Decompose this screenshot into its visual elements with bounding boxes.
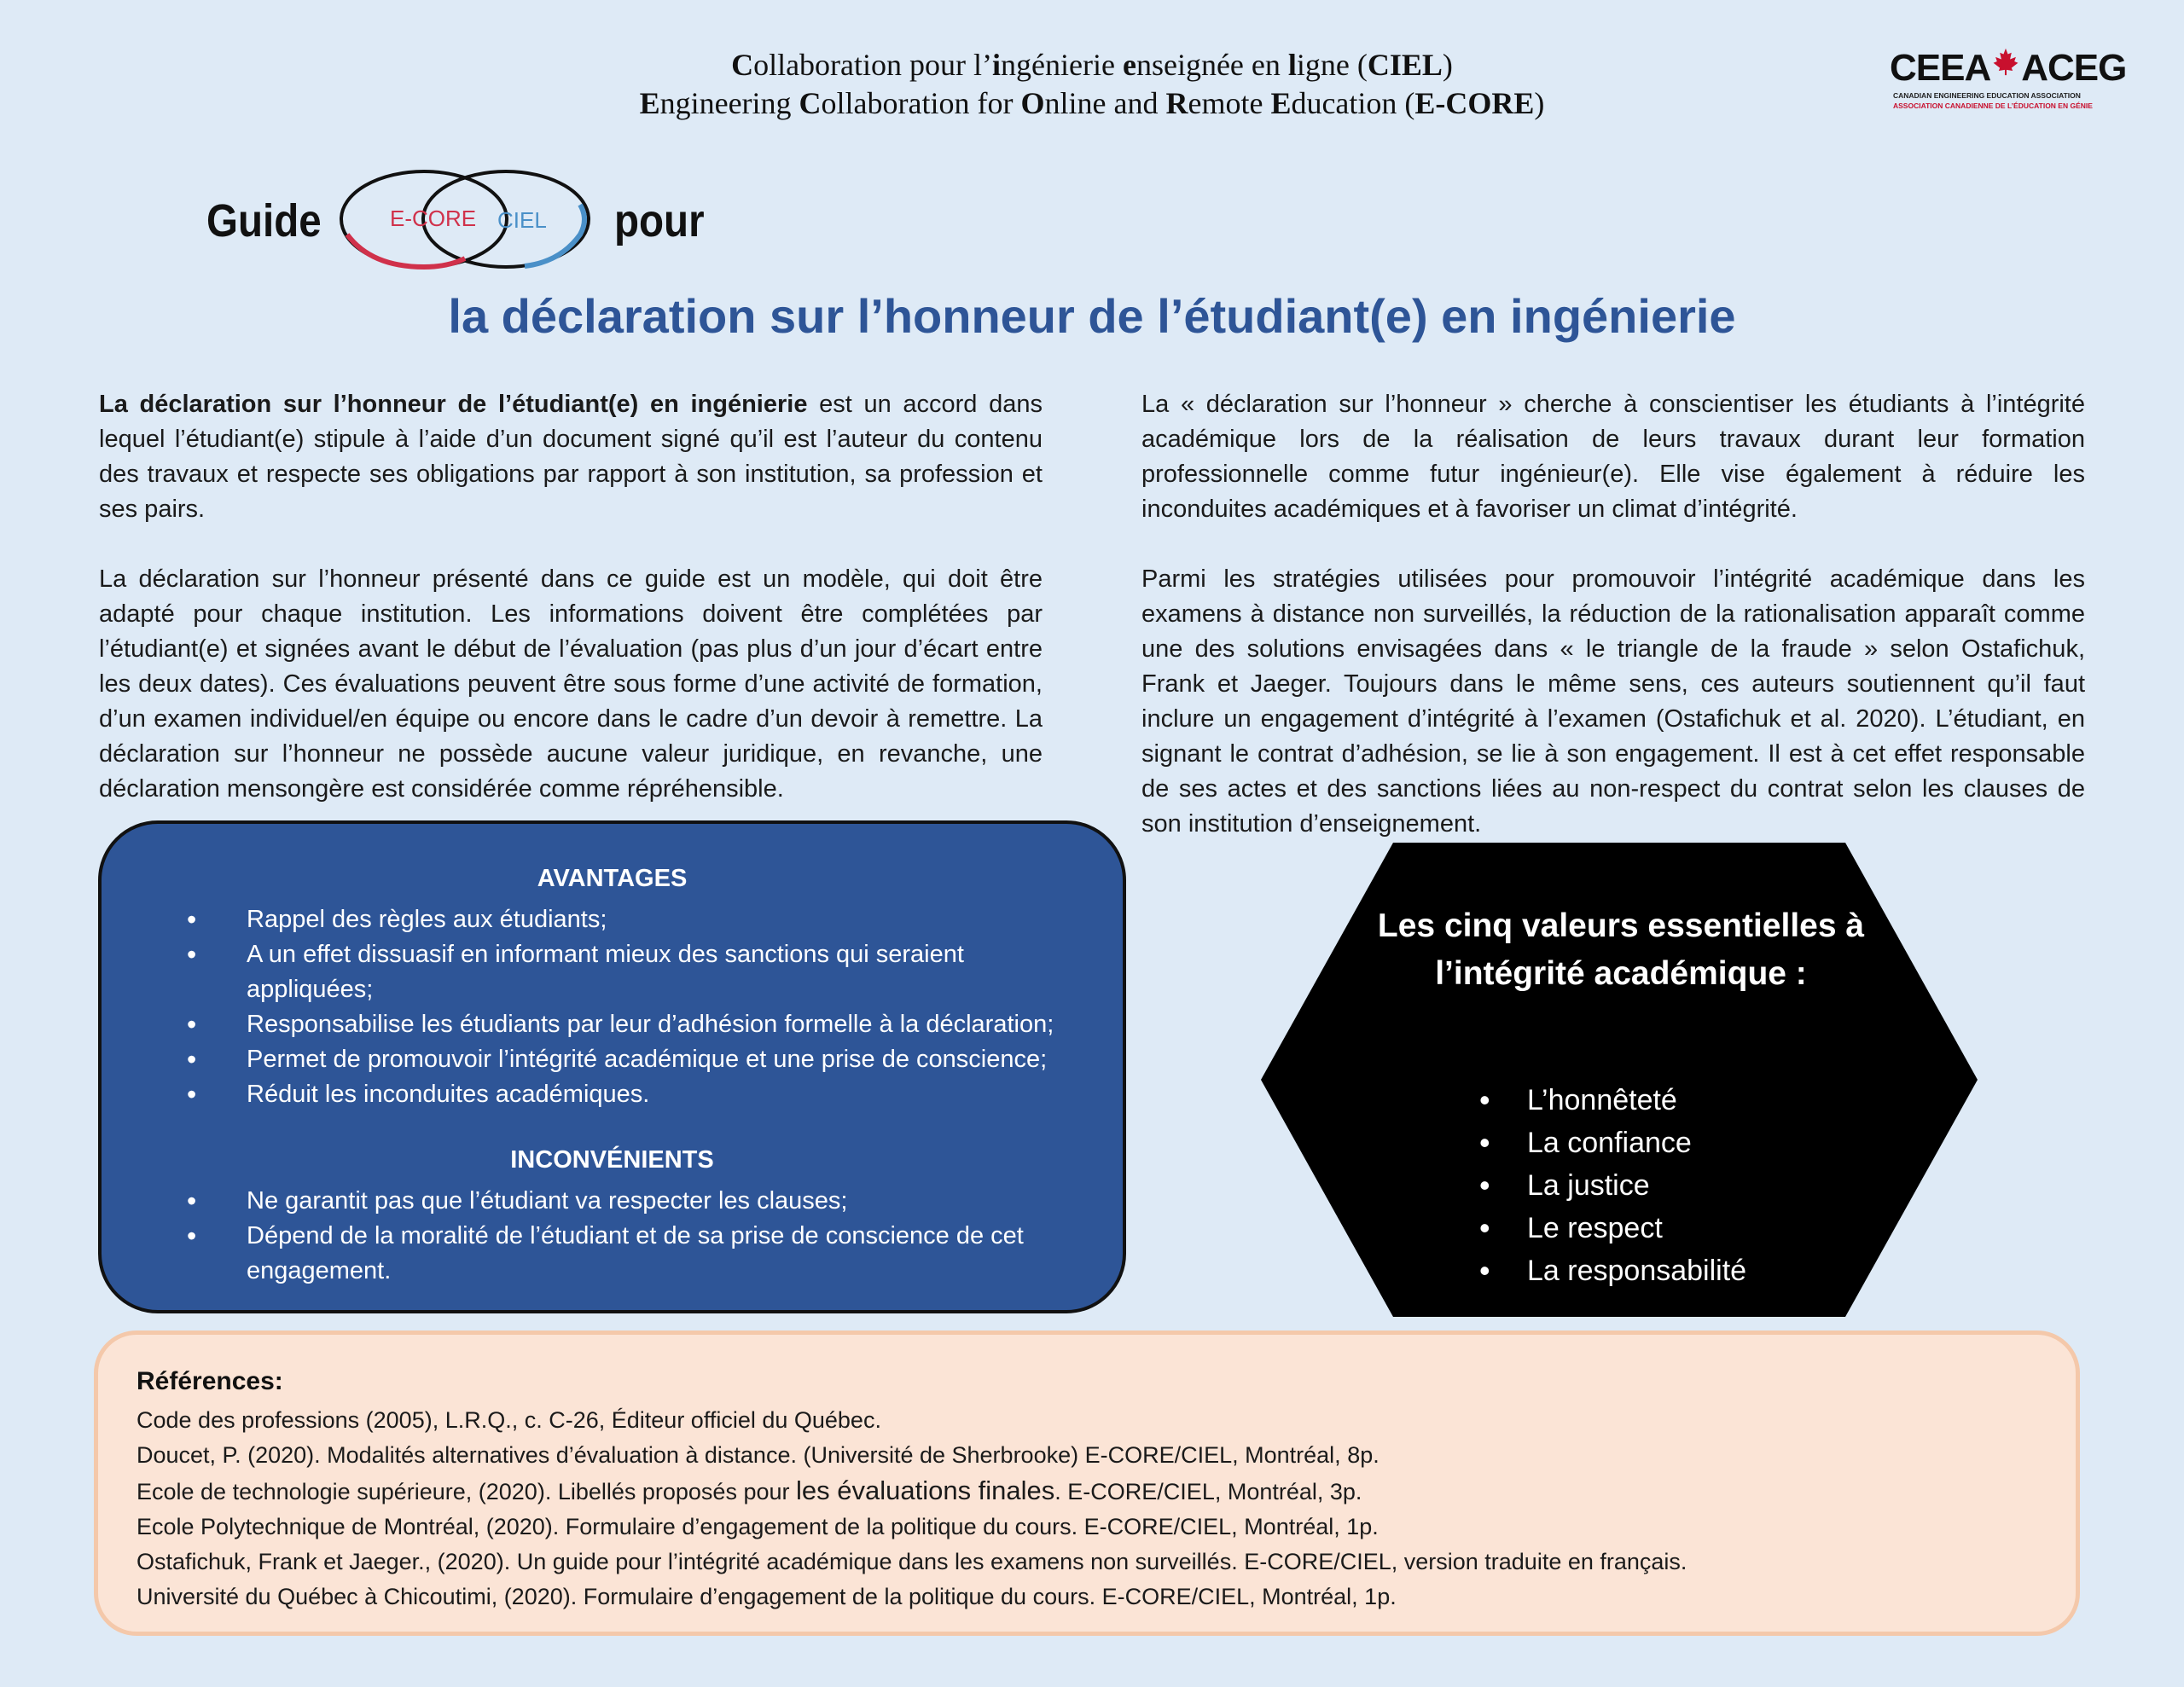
value-item: • La justice	[1476, 1164, 1746, 1207]
disadvantage-item: • Ne garantit pas que l’étudiant va respecter les clauses;	[187, 1184, 1074, 1219]
right-paragraph-1: La « déclaration sur l’honneur » cherche à conscientiser les étudiants à l’intégrité académique lors de la réalisation de leurs travaux durant leur formation professionnelle comme futur ingénieur(e). Elle vise également à réduire les inconduites académiques et à favoriser un climat d’intégrité.	[1141, 391, 2085, 523]
left-paragraph-1: La déclaration sur l’honneur de l’étudiant(e) en ingénierie est un accord dans lequel l’étudiant(e) stipule à l’aide d’un document signé qu’il est l’auteur du contenu des travaux et respecte ses obligations par rapport à son institution, sa profession et ses pairs.	[99, 391, 1043, 523]
ecore-ciel-rings-logo	[337, 166, 593, 273]
value-item: • L’honnêteté	[1476, 1079, 1746, 1122]
reference-item: Code des professions (2005), L.R.Q., c. C-26, Éditeur officiel du Québec.	[136, 1407, 881, 1433]
reference-item: Ostafichuk, Frank et Jaeger., (2020). Un guide pour l’intégrité académique dans les examens non surveillés. E-CORE/CIEL, version traduite en français.	[136, 1549, 1687, 1574]
advantage-item: • Réduit les inconduites académiques.	[187, 1077, 1074, 1112]
page-title: la déclaration sur l’honneur de l’étudiant(e) en ingénierie	[448, 289, 1736, 343]
values-title: Les cinq valeurs essentielles à l’intégrité académique :	[1377, 907, 1865, 992]
advantage-item: • Permet de promouvoir l’intégrité académique et une prise de conscience;	[187, 1042, 1074, 1077]
reference-item: Ecole de technologie supérieure, (2020). Libellés proposés pour les évaluations finales. E-CORE/CIEL, Montréal, 3p.	[136, 1475, 1362, 1505]
value-item: • Le respect	[1476, 1207, 1746, 1249]
references-heading: Références:	[136, 1367, 283, 1395]
ceea-aceg-logo: CEEA ACEG CANADIAN ENGINEERING EDUCATION ASSOCIATION ASSOCIATION CANADIENNE DE L’ÉDUCATION EN GÉNIE	[1890, 47, 2127, 110]
values-list	[1476, 1079, 1746, 1292]
header-line-english: Engineering Collaboration for Online and Remote Education (E-CORE)	[639, 86, 1545, 120]
value-item: • La responsabilité	[1476, 1249, 1746, 1292]
disadvantage-item: • Dépend de la moralité de l’étudiant et de sa prise de conscience de cet engagement.	[187, 1219, 1074, 1289]
ciel-label: CIEL	[497, 207, 547, 233]
advantages-list	[187, 902, 1074, 1112]
advantages-heading: AVANTAGES	[537, 865, 688, 892]
reference-item: Ecole Polytechnique de Montréal, (2020). Formulaire d’engagement de la politique du cours. E-CORE/CIEL, Montréal, 1p.	[136, 1514, 1379, 1539]
header-line-french: Collaboration pour l’ingénierie enseignée en ligne (CIEL)	[731, 48, 1453, 82]
disadvantages-list	[187, 1184, 1074, 1289]
reference-item: Université du Québec à Chicoutimi, (2020). Formulaire d’engagement de la politique du cours. E-CORE/CIEL, Montréal, 1p.	[136, 1584, 1397, 1609]
value-item: • La confiance	[1476, 1122, 1746, 1164]
disadvantages-heading: INCONVÉNIENTS	[510, 1146, 714, 1174]
ecore-label: E-CORE	[390, 206, 477, 231]
references-list	[136, 1403, 1687, 1615]
left-paragraph-2: La déclaration sur l’honneur présenté dans ce guide est un modèle, qui doit être adapté pour chaque institution. Les informations doivent être complétées par l’étudiant(e) et signées avant le début de l’évaluation (pas plus d’un jour d’écart entre les deux dates). Ces évaluations peuvent être sous forme d’une activité de formation, d’un examen individuel/en équipe ou encore dans le cadre d’un devoir à remettre. La déclaration sur l’honneur ne possède aucune valeur juridique, en revanche, une déclaration mensongère est considérée comme répréhensible.	[99, 565, 1043, 803]
references-box	[94, 1330, 2080, 1636]
pour-word: pour	[614, 195, 705, 246]
guide-word: Guide	[206, 195, 322, 246]
maple-leaf-icon	[1991, 47, 2020, 76]
left-column-text	[99, 387, 1043, 842]
right-column-text	[1141, 387, 2085, 877]
advantage-item: • Responsabilise les étudiants par leur d’adhésion formelle à la déclaration;	[187, 1007, 1074, 1042]
reference-item: Doucet, P. (2020). Modalités alternatives d’évaluation à distance. (Université de Sherbrooke) E-CORE/CIEL, Montréal, 8p.	[136, 1442, 1380, 1468]
advantage-item: • A un effet dissuasif en informant mieux des sanctions qui seraient appliquées;	[187, 937, 1074, 1007]
right-paragraph-2: Parmi les stratégies utilisées pour promouvoir l’intégrité académique dans les examens à distance non surveillés, la réduction de la rationalisation apparaît comme une des solutions envisagées dans « le triangle de la fraude » selon Ostafichuk, Frank et Jaeger. Toujours dans le même sens, ces auteurs soutiennent qu’il faut inclure un engagement d’intégrité à l’examen (Ostafichuk et al. 2020). L’étudiant, en signant le contrat d’adhésion, se lie à son engagement. Il est à cet effet responsable de ses actes et des sanctions liées au non-respect du contrat selon les clauses de son institution d’enseignement.	[1141, 565, 2085, 838]
advantage-item: • Rappel des règles aux étudiants;	[187, 902, 1074, 937]
advantages-box	[98, 820, 1126, 1313]
